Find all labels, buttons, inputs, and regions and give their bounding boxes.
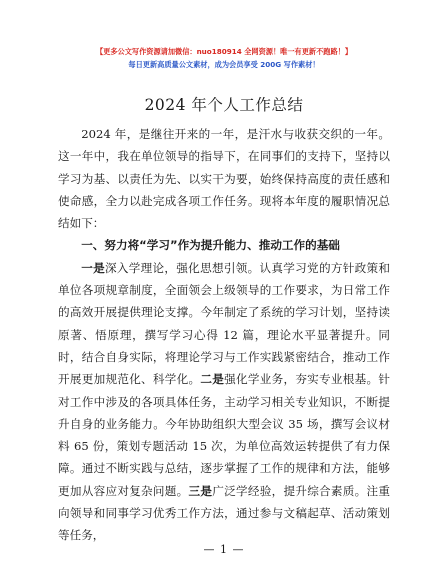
document-title: 2024 年个人工作总结 [144,96,304,114]
item-lead-1: 一是 [81,260,105,275]
promo-line-red: 【更多公文写作资源请加微信：nuo180914 全网资源！唯一有更新不跑路！】 [95,47,353,56]
section-paragraph [58,257,390,547]
item-text-1: 深入学理论，强化思想引领。认真学习党的方针政策和单位各项规章制度，全面领会上级领导的工作要求，为日常工作的高效开展提供理论支撑。今年制定了系统的学习计划，坚持读原著、悟原理，撰写学习心得 12 篇，理论水平显著提升。同时，结合自身实际，将理论学习与工作实践紧密结合，推动工作开展更加规范化、科学化。 [58,260,390,387]
item-lead-2: 二是 [200,372,225,387]
promo-line-blue: 每日更新高质量公文素材，成为会员享受 200G 写作素材！ [128,60,320,69]
section-heading: 一、努力将“学习”作为提升能力、推动工作的基础 [81,238,340,253]
item-lead-3: 三是 [188,483,213,498]
intro-paragraph: 2024 年，是继往开来的一年，是汗水与收获交织的一年。这一年中，我在单位领导的指导下，在同事们的支持下，坚持以学习为基、以责任为先、以实干为要，始终保持高度的责任感和使命感，全力以赴完成各项工作任务。现将本年度的履职情况总结如下： [58,127,390,231]
item-text-3: 广泛学经验，提升综合素质。注重向领导和同事学习优秀工作方法，通过参与文稿起草、活动策划等任务， [58,483,390,543]
document-body [58,123,390,547]
item-text-2: 强化学业务，夯实专业根基。针对工作中涉及的各项具体任务，主动学习相关专业知识，不断提升自身的业务能力。今年协助组织大型会议 35 场，撰写会议材料 65 份，策划专题活动 15 次，为单位高效运转提供了有力保障。通过不断实践与总结，逐步掌握了工作的规律和方法，能够更加从容应对复杂问题。 [58,372,390,498]
promo-banner [0,46,448,71]
page-number: — 1 — [203,543,245,556]
